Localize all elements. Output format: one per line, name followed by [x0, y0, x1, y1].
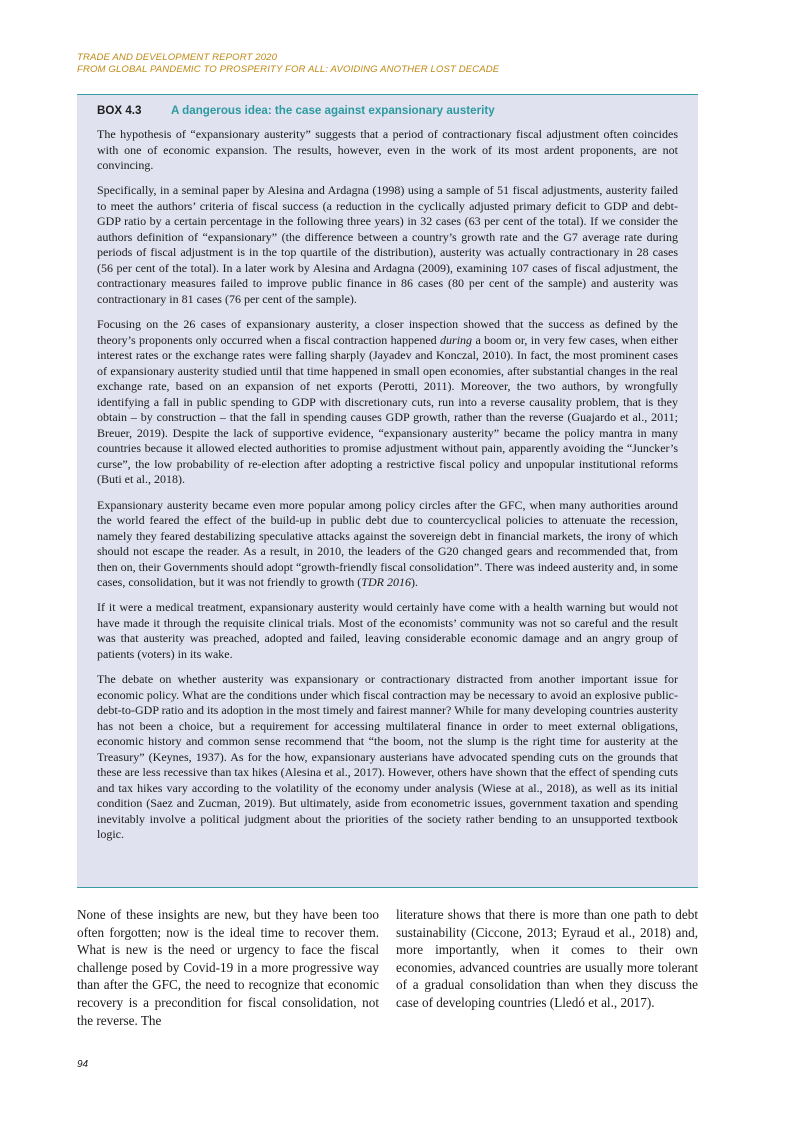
box-paragraph-2: Specifically, in a seminal paper by Alesina and Ardagna (1998) using a sample of 51 fiscal adjustments, austerity failed to meet the authors’ criteria of fiscal success (a reduction in the cyclically adjusted primary deficit to GDP and debt-GDP ratio by a certain percentage in the following three years) in 32 cases (63 per cent of the total). If we consider the authors definition of “expansionary” (the difference between a country’s growth rate and the G7 average rate during periods of fiscal adjustment is in the top quartile of the distribution), austerity was actually contractionary in 28 cases (56 per cent of the total). In a later work by Alesina and Ardagna (2009), examining 107 cases of fiscal adjustment, the contractionary measures failed to improve public finance in 86 cases (80 per cent of the sample) and austerity was contractionary in 81 cases (76 per cent of the sample). — [97, 183, 678, 306]
box-paragraph-4-emphasis: TDR 2016 — [361, 575, 411, 590]
box-4-3 — [77, 94, 698, 888]
box-paragraph-3-text-a: Focusing on the 26 cases of expansionary austerity, a closer inspection showed that the success as defined by the theory’s proponents only occurred when a fiscal contraction happened — [97, 317, 678, 347]
box-paragraph-4 — [97, 498, 678, 591]
box-heading — [97, 104, 678, 118]
box-paragraph-3-emphasis: during — [440, 332, 473, 347]
box-paragraph-5: If it were a medical treatment, expansionary austerity would certainly have come with a health warning but would not have made it through the requisite clinical trials. Most of the economists’ community was not so careful and the result was that austerity was preached, adopted and failed, leaving considerable economic damage and an angry group of patients (voters) in its wake. — [97, 600, 678, 661]
box-paragraph-3-text-b: a boom or, in very few cases, when either interest rates or the exchange rates were falling sharply (Jayadev and Konczal, 2010). In fact, the most prominent cases of expansionary austerity studied until that time happened in small open economies, after substantial changes in the real exchange rate, based on an expansion of net exports (Perotti, 2011). Moreover, the two authors, by wrongfully identifying a fall in public spending to GDP with discretionary cuts, run into a reverse causality problem, that is they obtain – by construction – that the fall in spending causes GDP growth, rather than the reverse (Guajardo et al., 2011; Breuer, 2019). Despite the lack of supportive evidence, “expansionary austerity” became the policy mantra in many countries because it allowed elected authorities to promise adjustment without pain, apparently avoiding the “Juncker’s curse”, the low probability of re-election after adopting a restrictive fiscal policy and unpopular institutional reforms (Buti et al., 2018). — [97, 332, 678, 487]
running-header — [77, 52, 717, 76]
body-column-right: literature shows that there is more than one path to debt sustainability (Ciccone, 2013; Eyraud et al., 2018) and, more importantly, when it comes to their own economies, advanced countries are usually more tolerant of a gradual consolidation than when they discuss the case of developing countries (Lledó et al., 2017). — [396, 907, 698, 1010]
box-label: BOX 4.3 — [97, 104, 142, 117]
box-paragraph-4-text-b: ). — [410, 575, 418, 590]
page-number: 94 — [77, 1059, 89, 1070]
box-title: A dangerous idea: the case against expansionary austerity — [171, 104, 495, 117]
box-paragraph-6: The debate on whether austerity was expansionary or contractionary distracted from another important issue for economic policy. What are the conditions under which fiscal contraction may be necessary to avoid an explosive public-debt-to-GDP ratio and its adoption in the most timely and fairest manner? While for many developing countries austerity has not been a choice, but a requirement for accessing multilateral finance in order to meet external obligations, economic history and common sense recommend that “the boom, not the slump is the right time for austerity at the Treasury” (Keynes, 1937). As for the how, expansionary austerians have advocated spending cuts on the grounds that these are less recessive than tax hikes (Alesina et al., 2017). However, others have shown that the effect of spending cuts and tax hikes vary according to the volatility of the economy under analysis (Wiese at al., 2018), as well as its initial condition (Saez and Zucman, 2019). But ultimately, aside from econometric issues, government taxation and spending inevitably involve a political judgment about the priorities of the society rather bending to an unsupported textbook logic. — [97, 672, 678, 842]
report-subtitle: FROM GLOBAL PANDEMIC TO PROSPERITY FOR ALL: AVOIDING ANOTHER LOST DECADE — [77, 64, 500, 75]
box-paragraph-3 — [97, 317, 678, 488]
body-columns — [77, 906, 698, 1029]
box-paragraph-1: The hypothesis of “expansionary austerity” suggests that a period of contractionary fiscal adjustment often coincides with one of economic expansion. The results, however, even in the work of its most ardent proponents, are not convincing. — [97, 127, 678, 173]
report-title: TRADE AND DEVELOPMENT REPORT 2020 — [77, 52, 278, 63]
body-column-left: None of these insights are new, but they have been too often forgotten; now is the ideal time to recover them. What is new is the need or urgency to face the fiscal challenge posed by Covid-19 in a more progressive way than after the GFC, the need to recognize that economic recovery is a precondition for fiscal consolidation, not the reverse. The — [77, 907, 379, 1028]
box-paragraph-4-text-a: Expansionary austerity became even more popular among policy circles after the GFC, when many authorities around the world feared the effect of the build-up in public debt due to countercyclical policies to attenuate the recession, namely they feared destabilizing speculative attacks against the sovereign debt in financial markets, the irony of which should not escape the reader. As a result, in 2010, the leaders of the G20 changed gears and recommended that, from then on, their Governments should adopt “growth-friendly fiscal consolidation”. There was indeed austerity and, in some cases, consolidation, but it was not friendly to growth ( — [97, 497, 678, 590]
